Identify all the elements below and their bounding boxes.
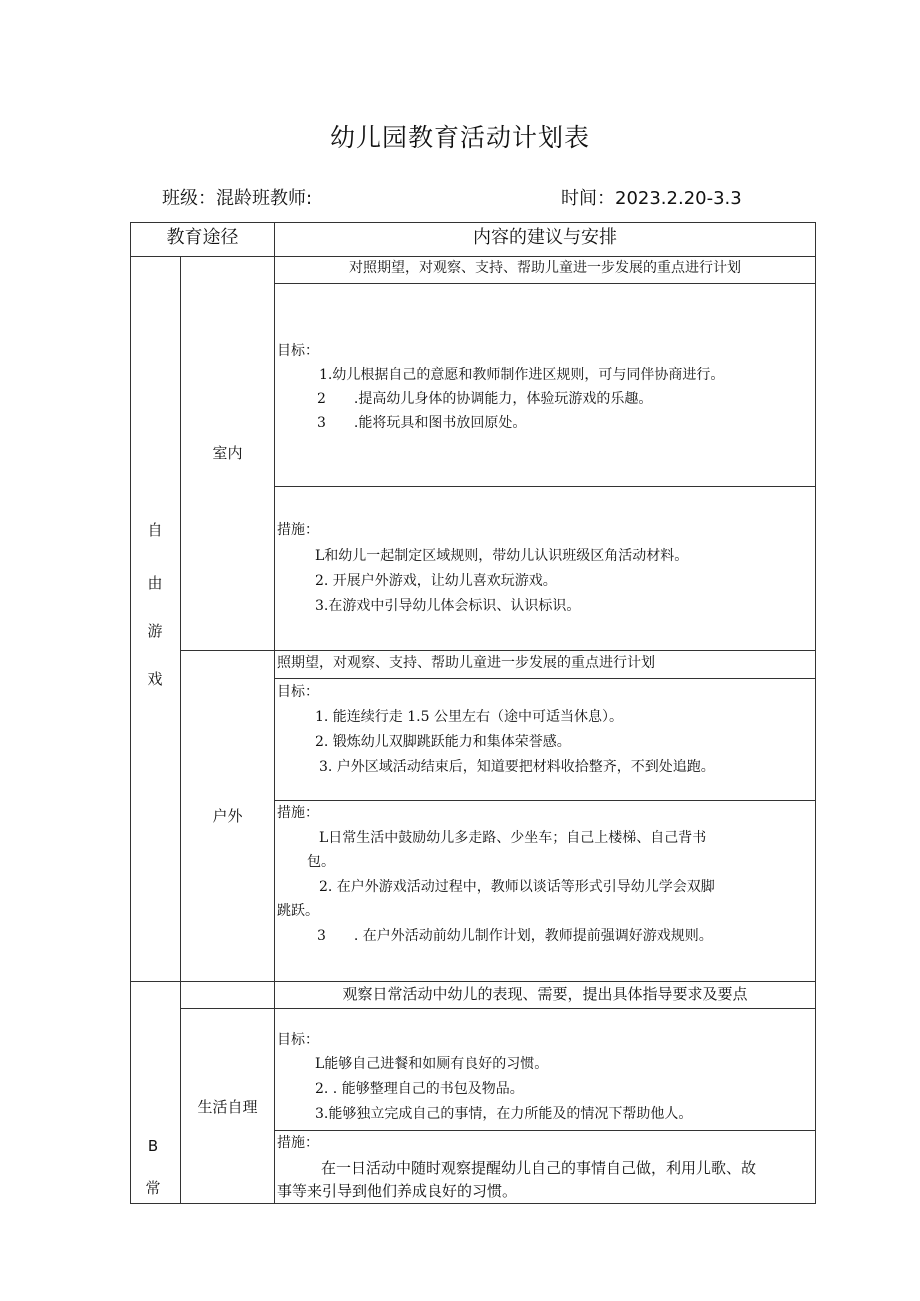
- indoor-goals: [277, 341, 814, 433]
- goal-title: 目标：: [277, 684, 319, 700]
- goal-item: 3.能够独立完成自己的事情，在力所能及的情况下帮助他人。: [315, 1106, 693, 1122]
- table-border-bottom: [130, 1203, 816, 1204]
- selfcare-label: 生活自理: [197, 1098, 258, 1116]
- daily-intro: 观察日常活动中幼儿的表现、需要，提出具体指导要求及要点: [342, 985, 748, 1003]
- header-route: 教育途径: [166, 227, 239, 248]
- selfcare-goal-divider: [274, 1130, 816, 1131]
- outdoor-intro: 照期望，对观察、支持、帮助儿童进一步发展的重点进行计划: [277, 655, 655, 671]
- goal-item: 1. 能连续行走 1.5 公里左右（途中可适当休息）。: [315, 709, 623, 725]
- daily-intro-divider: [180, 1008, 816, 1009]
- page-title: 幼儿园教育活动计划表: [329, 123, 590, 152]
- indoor-measures: [277, 520, 814, 616]
- measure-item: 事等来引导到他们养成良好的习惯。: [277, 1182, 518, 1200]
- goal-item: 2 .提高幼儿身体的协调能力，体验玩游戏的乐趣。: [317, 391, 653, 407]
- measure-item: 3.在游戏中引导幼儿体会标识、认识标识。: [315, 598, 581, 614]
- outdoor-measures: [277, 803, 814, 946]
- measure-item: L和幼儿一起制定区域规则，带幼儿认识班级区角活动材料。: [315, 548, 689, 564]
- free-play-label: [140, 519, 170, 689]
- free-play-char: 戏: [147, 670, 163, 688]
- measure-item: 在一日活动中随时观察提醒幼儿自己的事情自己做，利用儿歌、故: [321, 1159, 757, 1177]
- indoor-label: 室内: [212, 444, 243, 462]
- indoor-goal-divider: [274, 486, 816, 487]
- goal-item: 1.幼儿根据自己的意愿和教师制作进区规则，可与同伴协商进行。: [319, 367, 725, 383]
- measure-item: 2. 在户外游戏活动过程中，教师以谈话等形式引导幼儿学会双脚: [319, 879, 715, 895]
- outdoor-goal-divider: [274, 800, 816, 801]
- free-play-char: 自: [147, 521, 163, 539]
- daily-char: B: [147, 1137, 159, 1155]
- section-divider: [130, 981, 816, 982]
- goal-title: 目标：: [277, 1032, 319, 1048]
- outdoor-label: 户外: [212, 807, 243, 825]
- measure-item: L日常生活中鼓励幼儿多走路、少坐车；自己上楼梯、自己背书: [319, 830, 707, 846]
- class-teacher-label: 班级：混龄班教师:: [162, 188, 313, 209]
- outdoor-intro-divider: [274, 678, 816, 679]
- daily-label: [138, 1137, 168, 1198]
- measure-item: 3 . 在户外活动前幼儿制作计划，教师提前强调好游戏规则。: [317, 928, 713, 944]
- measure-item: 包。: [307, 854, 335, 870]
- daily-char: 常: [145, 1179, 161, 1197]
- table-border-right: [815, 222, 816, 1204]
- measure-item: 2. 开展户外游戏，让幼儿喜欢玩游戏。: [315, 573, 557, 589]
- table-border-left: [130, 222, 131, 1204]
- selfcare-goals: [277, 1030, 814, 1124]
- free-play-char: 游: [147, 622, 163, 640]
- indoor-outdoor-divider: [180, 650, 816, 651]
- goal-item: L能够自己进餐和如厕有良好的习惯。: [315, 1056, 549, 1072]
- goal-item: 2. . 能够整理自己的书包及物品。: [315, 1081, 524, 1097]
- indoor-intro-divider: [274, 283, 816, 284]
- measure-title: 措施：: [277, 522, 319, 538]
- header-content: 内容的建议与安排: [473, 227, 617, 248]
- free-play-char: 由: [147, 574, 163, 592]
- outdoor-goals: [277, 682, 814, 777]
- table-border-top: [130, 222, 816, 223]
- content-divider: [274, 222, 275, 1204]
- selfcare-measures: [277, 1133, 814, 1201]
- header-divider: [130, 256, 816, 257]
- measure-item: 跳跃。: [277, 903, 319, 919]
- measure-title: 措施：: [277, 1135, 319, 1151]
- goal-item: 3 .能将玩具和图书放回原处。: [317, 415, 527, 431]
- goal-title: 目标：: [277, 343, 319, 359]
- goal-item: 2. 锻炼幼儿双脚跳跃能力和集体荣誉感。: [315, 734, 571, 750]
- measure-title: 措施：: [277, 805, 319, 821]
- category-divider: [180, 256, 181, 1204]
- date-range-label: 时间：2023.2.20-3.3: [561, 188, 742, 209]
- indoor-intro: 对照期望，对观察、支持、帮助儿童进一步发展的重点进行计划: [349, 260, 741, 276]
- goal-item: 3. 户外区域活动结束后，知道要把材料收拾整齐，不到处追跑。: [319, 759, 715, 775]
